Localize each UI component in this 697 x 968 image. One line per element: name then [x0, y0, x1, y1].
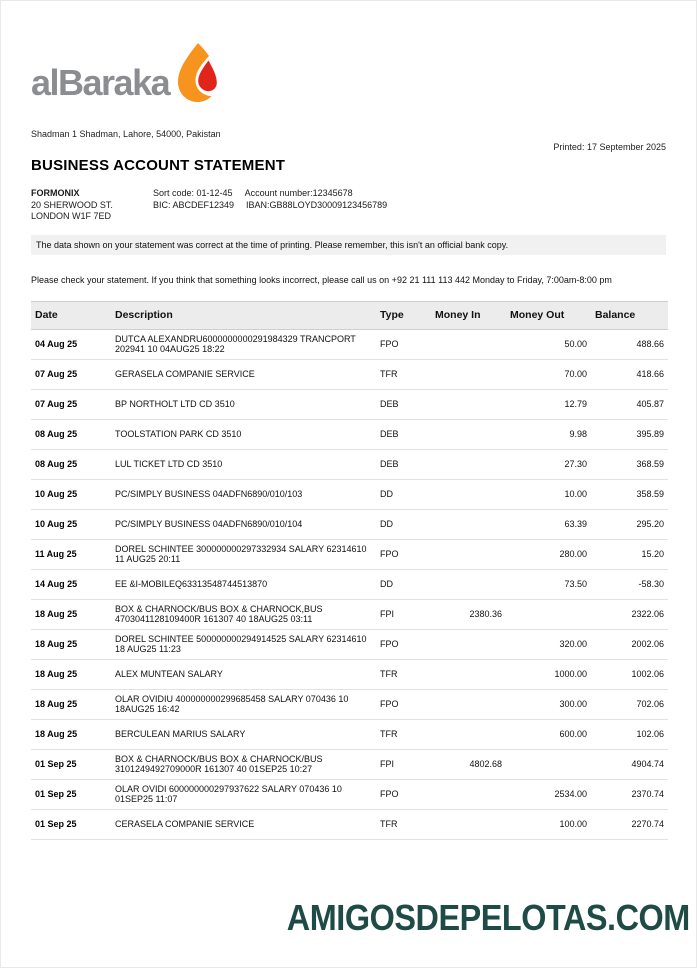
- cell-balance: 4904.74: [591, 749, 668, 779]
- cell-money-in: [431, 569, 506, 599]
- table-row: [31, 539, 668, 569]
- cell-description: BOX & CHARNOCK/BUS BOX & CHARNOCK,BUS 4703041128109400R 161307 40 18AUG25 03:11: [111, 599, 376, 629]
- table-row: [31, 689, 668, 719]
- cell-type: FPO: [376, 539, 431, 569]
- cell-balance: 405.87: [591, 389, 668, 419]
- cell-description: LUL TICKET LTD CD 3510: [111, 449, 376, 479]
- cell-money-out: 1000.00: [506, 659, 591, 689]
- account-holder: [31, 188, 153, 223]
- cell-money-out: 280.00: [506, 539, 591, 569]
- cell-balance: 358.59: [591, 479, 668, 509]
- cell-money-out: 50.00: [506, 329, 591, 359]
- cell-money-out: 100.00: [506, 809, 591, 839]
- column-header-money-in: Money In: [431, 301, 506, 329]
- account-holder-address-2: LONDON W1F 7ED: [31, 211, 112, 221]
- cell-date: 08 Aug 25: [31, 449, 111, 479]
- account-holder-name: FORMONIX: [31, 188, 80, 198]
- cell-money-in: 2380.36: [431, 599, 506, 629]
- cell-date: 14 Aug 25: [31, 569, 111, 599]
- transactions-table: [31, 301, 668, 840]
- cell-description: BP NORTHOLT LTD CD 3510: [111, 389, 376, 419]
- cell-balance: 702.06: [591, 689, 668, 719]
- cell-description: OLAR OVIDIU 400000000299685458 SALARY 070436 10 18AUG25 16:42: [111, 689, 376, 719]
- cell-date: 01 Sep 25: [31, 809, 111, 839]
- cell-money-in: [431, 479, 506, 509]
- table-row: [31, 509, 668, 539]
- cell-money-out: 2534.00: [506, 779, 591, 809]
- sort-code-row: [153, 188, 387, 200]
- cell-type: TFR: [376, 719, 431, 749]
- cell-balance: 418.66: [591, 359, 668, 389]
- table-row: [31, 479, 668, 509]
- cell-date: 18 Aug 25: [31, 659, 111, 689]
- cell-type: DD: [376, 509, 431, 539]
- cell-money-in: [431, 779, 506, 809]
- cell-money-out: 320.00: [506, 629, 591, 659]
- cell-date: 18 Aug 25: [31, 689, 111, 719]
- cell-type: FPI: [376, 599, 431, 629]
- bank-address: Shadman 1 Shadman, Lahore, 54000, Pakistan: [31, 129, 221, 139]
- cell-date: 08 Aug 25: [31, 419, 111, 449]
- transactions-body: [31, 329, 668, 839]
- cell-description: BOX & CHARNOCK/BUS BOX & CHARNOCK/BUS 3101249492709000R 161307 40 01SEP25 10:27: [111, 749, 376, 779]
- cell-money-in: [431, 539, 506, 569]
- cell-description: EE &I-MOBILEQ63313548744513870: [111, 569, 376, 599]
- cell-date: 01 Sep 25: [31, 779, 111, 809]
- cell-balance: 295.20: [591, 509, 668, 539]
- cell-type: DEB: [376, 389, 431, 419]
- transactions-header: [31, 301, 668, 329]
- cell-date: 04 Aug 25: [31, 329, 111, 359]
- header-row: [31, 301, 668, 329]
- cell-money-in: [431, 359, 506, 389]
- table-row: [31, 389, 668, 419]
- cell-description: PC/SIMPLY BUSINESS 04ADFN6890/010/104: [111, 509, 376, 539]
- column-header-money-out: Money Out: [506, 301, 591, 329]
- cell-money-out: 70.00: [506, 359, 591, 389]
- cell-date: 01 Sep 25: [31, 749, 111, 779]
- cell-description: ALEX MUNTEAN SALARY: [111, 659, 376, 689]
- cell-money-out: 600.00: [506, 719, 591, 749]
- iban: IBAN:GB88LOYD30009123456789: [246, 199, 388, 210]
- cell-date: 11 Aug 25: [31, 539, 111, 569]
- cell-date: 18 Aug 25: [31, 599, 111, 629]
- cell-balance: 2002.06: [591, 629, 668, 659]
- cell-money-in: 4802.68: [431, 749, 506, 779]
- cell-date: 18 Aug 25: [31, 719, 111, 749]
- table-row: [31, 449, 668, 479]
- cell-type: FPO: [376, 629, 431, 659]
- cell-money-in: [431, 629, 506, 659]
- cell-type: TFR: [376, 359, 431, 389]
- cell-money-out: [506, 749, 591, 779]
- cell-description: GERASELA COMPANIE SERVICE: [111, 359, 376, 389]
- cell-money-in: [431, 449, 506, 479]
- cell-money-out: [506, 599, 591, 629]
- cell-type: FPO: [376, 329, 431, 359]
- cell-type: FPO: [376, 779, 431, 809]
- cell-money-out: 9.98: [506, 419, 591, 449]
- cell-type: DD: [376, 569, 431, 599]
- table-row: [31, 779, 668, 809]
- cell-description: PC/SIMPLY BUSINESS 04ADFN6890/010/103: [111, 479, 376, 509]
- cell-date: 10 Aug 25: [31, 479, 111, 509]
- contact-note: Please check your statement. If you think that something looks incorrect, please call us on +92 21 111 113 442 Monday to Friday, 7:00am-8:00 pm: [31, 274, 612, 285]
- cell-money-in: [431, 659, 506, 689]
- cell-money-out: 27.30: [506, 449, 591, 479]
- cell-balance: 2370.74: [591, 779, 668, 809]
- table-row: [31, 719, 668, 749]
- column-header-type: Type: [376, 301, 431, 329]
- account-holder-address-1: 20 SHERWOOD ST.: [31, 199, 113, 210]
- cell-date: 18 Aug 25: [31, 629, 111, 659]
- cell-date: 07 Aug 25: [31, 389, 111, 419]
- table-row: [31, 419, 668, 449]
- column-header-description: Description: [111, 301, 376, 329]
- account-numbers: [153, 188, 387, 223]
- cell-description: DOREL SCHINTEE 300000000297332934 SALARY 62314610 11 AUG25 20:11: [111, 539, 376, 569]
- cell-balance: 2270.74: [591, 809, 668, 839]
- table-row: [31, 599, 668, 629]
- bank-logo: [31, 43, 666, 103]
- cell-money-out: 12.79: [506, 389, 591, 419]
- cell-type: FPO: [376, 689, 431, 719]
- table-row: [31, 569, 668, 599]
- cell-money-in: [431, 509, 506, 539]
- disclaimer-note: The data shown on your statement was correct at the time of printing. Please remember, this isn't an official bank copy.: [31, 235, 666, 255]
- cell-type: DEB: [376, 449, 431, 479]
- cell-balance: 1002.06: [591, 659, 668, 689]
- cell-type: DEB: [376, 419, 431, 449]
- cell-balance: 102.06: [591, 719, 668, 749]
- albaraka-wordmark: alBaraka: [31, 62, 170, 103]
- watermark-text: AMIGOSDEPELOTAS.COM: [286, 897, 690, 938]
- table-row: [31, 809, 668, 839]
- cell-money-in: [431, 689, 506, 719]
- cell-description: DOREL SCHINTEE 500000000294914525 SALARY 62314610 18 AUG25 11:23: [111, 629, 376, 659]
- cell-money-in: [431, 329, 506, 359]
- albaraka-flame-icon: [177, 43, 217, 103]
- account-info: [31, 188, 666, 223]
- cell-money-in: [431, 389, 506, 419]
- cell-money-in: [431, 809, 506, 839]
- cell-money-in: [431, 419, 506, 449]
- cell-date: 10 Aug 25: [31, 509, 111, 539]
- cell-balance: -58.30: [591, 569, 668, 599]
- cell-money-out: 10.00: [506, 479, 591, 509]
- bic-iban-row: [153, 200, 387, 212]
- table-row: [31, 659, 668, 689]
- column-header-date: Date: [31, 301, 111, 329]
- cell-type: DD: [376, 479, 431, 509]
- cell-balance: 395.89: [591, 419, 668, 449]
- account-number: Account number:12345678: [244, 188, 353, 198]
- cell-description: DUTCA ALEXANDRU6000000000291984329 TRANCPORT 202941 10 04AUG25 18:22: [111, 329, 376, 359]
- cell-balance: 368.59: [591, 449, 668, 479]
- cell-type: TFR: [376, 659, 431, 689]
- cell-money-in: [431, 719, 506, 749]
- cell-description: OLAR OVIDI 600000000297937622 SALARY 070436 10 01SEP25 11:07: [111, 779, 376, 809]
- sort-code: Sort code: 01-12-45: [153, 188, 233, 198]
- cell-money-out: 73.50: [506, 569, 591, 599]
- cell-money-out: 63.39: [506, 509, 591, 539]
- table-row: [31, 359, 668, 389]
- table-row: [31, 629, 668, 659]
- table-row: [31, 749, 668, 779]
- cell-description: TOOLSTATION PARK CD 3510: [111, 419, 376, 449]
- column-header-balance: Balance: [591, 301, 668, 329]
- cell-description: CERASELA COMPANIE SERVICE: [111, 809, 376, 839]
- cell-type: TFR: [376, 809, 431, 839]
- printed-date: Printed: 17 September 2025: [553, 142, 666, 152]
- page-title: BUSINESS ACCOUNT STATEMENT: [31, 157, 286, 174]
- cell-date: 07 Aug 25: [31, 359, 111, 389]
- table-row: [31, 329, 668, 359]
- cell-description: BERCULEAN MARIUS SALARY: [111, 719, 376, 749]
- cell-type: FPI: [376, 749, 431, 779]
- cell-balance: 488.66: [591, 329, 668, 359]
- bic: BIC: ABCDEF12349: [153, 199, 235, 210]
- cell-balance: 15.20: [591, 539, 668, 569]
- cell-balance: 2322.06: [591, 599, 668, 629]
- cell-money-out: 300.00: [506, 689, 591, 719]
